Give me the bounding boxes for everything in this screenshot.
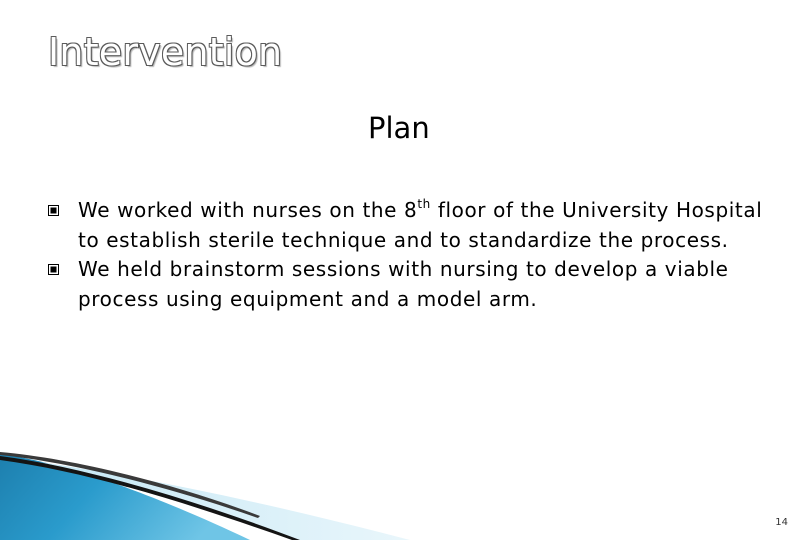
bullet-text-part: We held brainstorm sessions with nursing to develop a viable process using equipment and a model arm.	[78, 257, 729, 311]
bullet-text-part: We worked with nurses on the 8	[78, 198, 418, 222]
square-bullet-icon	[48, 255, 62, 284]
ordinal-superscript: th	[417, 197, 431, 212]
bullet-item	[48, 255, 788, 314]
bullet-text-part: floor of the University Hospital to establish sterile technique and to standardize the process.	[78, 198, 763, 252]
bullet-list	[48, 196, 788, 314]
bullet-text	[78, 198, 762, 252]
bullet-text	[78, 257, 729, 311]
bullet-item	[48, 196, 788, 255]
square-bullet-icon	[48, 196, 62, 225]
slide-subtitle: Plan	[368, 111, 430, 145]
corner-swoosh-decoration	[0, 440, 420, 540]
slide-title: Intervention	[48, 30, 283, 74]
page-number: 14	[775, 517, 788, 528]
